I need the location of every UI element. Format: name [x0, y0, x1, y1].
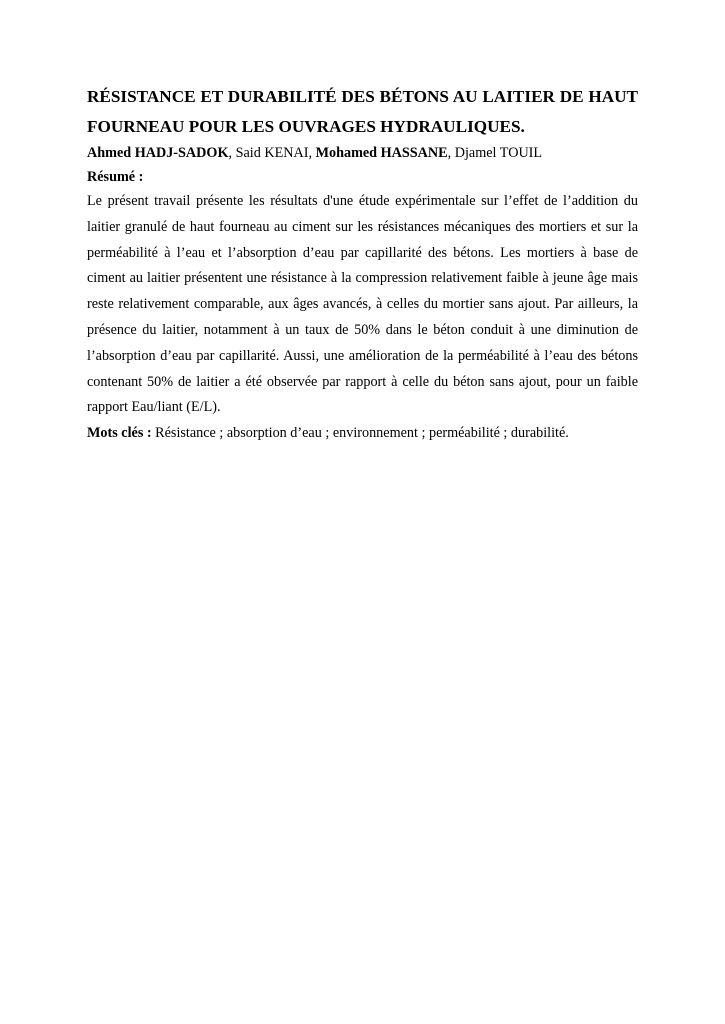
- author-name: Djamel TOUIL: [454, 145, 543, 161]
- author-separator: ,: [308, 145, 316, 161]
- keywords-text: Résistance ; absorption d’eau ; environnement ; perméabilité ; durabilité.: [151, 425, 569, 442]
- author-name: Ahmed HADJ-SADOK: [87, 145, 229, 161]
- author-name: Said KENAI: [235, 145, 309, 161]
- author-separator: ,: [447, 145, 455, 161]
- author-separator: ,: [228, 145, 236, 161]
- abstract-text: Le présent travail présente les résultats d'une étude expérimentale sur l’effet de l’addition du laitier granulé de haut fourneau au ciment sur les résistances mécaniques des mortiers et sur la perméabilité à l’eau et l’absorption d’eau par capillarité des bétons. Les mortiers à base de ciment au laitier présentent une résistance à la compression relativement faible à jeune âge mais reste relativement comparable, aux âges avancés, à celles du mortier sans ajout. Par ailleurs, la présence du laitier, notamment à un taux de 50% dans le béton conduit à une diminution de l’absorption d’eau par capillarité. Aussi, une amélioration de la perméabilité à l’eau des bétons contenant 50% de laitier a été observée par rapport à celle du béton sans ajout, pour un faible rapport Eau/liant (E/L).: [87, 193, 638, 416]
- keywords-label: Mots clés :: [87, 425, 152, 442]
- abstract-heading: Résumé :: [87, 169, 144, 185]
- paper-content: [87, 82, 638, 446]
- paper-title: RÉSISTANCE ET DURABILITÉ DES BÉTONS AU LAITIER DE HAUT FOURNEAU POUR LES OUVRAGES HYDRAULIQUES.: [87, 87, 638, 136]
- author-list: [87, 141, 638, 165]
- author-name: Mohamed HASSANE: [315, 145, 448, 161]
- keywords-line: [87, 421, 638, 446]
